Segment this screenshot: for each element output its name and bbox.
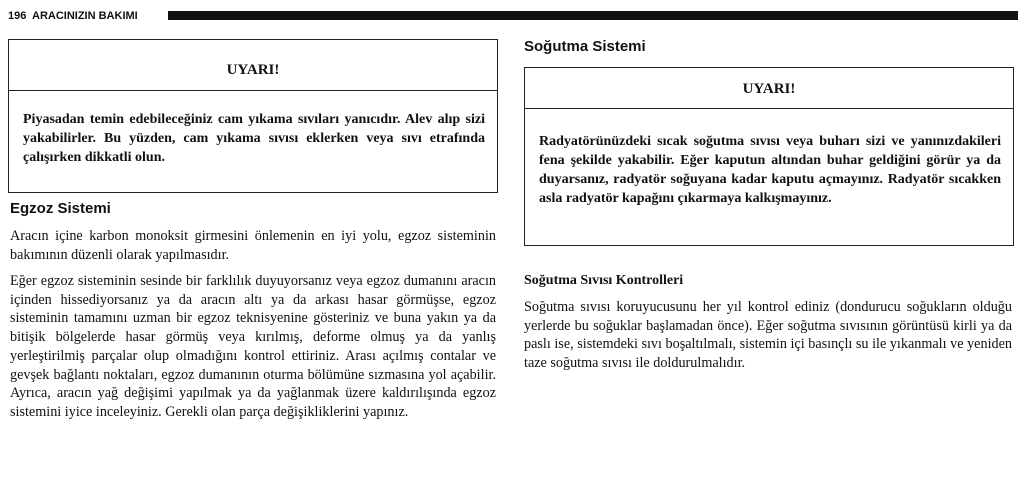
chapter-title: ARACINIZIN BAKIMI [32, 10, 138, 22]
header-rule [168, 11, 1018, 20]
exhaust-paragraph-2: Eğer egzoz sisteminin sesinde bir farklılık duyuyorsanız veya egzoz dumanını aracın içinden hissediyorsanız ya da aracın altı ya da arkası hasar görmüşse, egzoz sisteminin tamamını uzman bir egzoz teknisyenine gösteriniz ve buna yakın ya da bitişik bölgelerde hasar görmüş veya kırılmış, deforme olmuş ya da yanlış yerleştirilmiş parçalar olup olmadığını kontrol ettiriniz. Arası açılmış contalar ve gevşek bağlantı noktaları, egzoz dumanının oturma bölümüne sızmasına yol açabilir. Ayrıca, aracın yağ değişimi yapılmak ya da yağlanmak üzere kaldırılışında egzoz sistemini iyice inceleyiniz. Gerekli olan parça değişikliklerini yapınız. [10, 273, 496, 420]
warning-text: Radyatörünüzdeki sıcak soğutma sıvısı veya buharı sizi ve yanınızdakileri fena şekilde yakabilir. Eğer kaputun altından buhar geldiğini görür ya da duyarsanız, radyatör soğuyana kadar kaputu açmayınız. Radyatör sıcakken asla radyatör kapağını çıkarmaya kalkışmayınız. [539, 134, 1001, 206]
section-title-exhaust: Egzoz Sistemi [10, 200, 111, 217]
warning-divider [525, 108, 1013, 109]
coolant-paragraph-1: Soğutma sıvısı koruyucusunu her yıl kontrol ediniz (dondurucu soğukların olduğu yerlerde bu soğuklar başlamadan önce). Eğer soğutma sıvısının görüntüsü kirli ya da paslı ise, sistemdeki sıvı boşaltılmalı, sistemin içi basınçlı su ile yıkanmalı ve yeniden taze soğutma sıvısı ile doldurulmalıdır. [524, 299, 1012, 372]
section-title-cooling: Soğutma Sistemi [524, 38, 646, 55]
warning-title: UYARI! [226, 62, 280, 78]
exhaust-paragraph-1: Aracın içine karbon monoksit girmesini önlemenin en iyi yolu, egzoz sisteminin bakımının düzenli olarak yapılmasıdır. [10, 228, 496, 263]
page-number: 196 [8, 10, 27, 22]
warning-divider [9, 90, 497, 91]
warning-title: UYARI! [742, 81, 796, 97]
washer-fluid-warning-box [8, 39, 498, 193]
cooling-warning-box [524, 67, 1014, 246]
page-header [8, 8, 1018, 24]
warning-text: Piyasadan temin edebileceğiniz cam yıkama sıvıları yanıcıdır. Alev alıp sizi yakabilirler. Bu yüzden, cam yıkama sıvısı eklerken veya sıvı etrafında çalışırken dikkatli olun. [23, 112, 485, 165]
subsection-title-coolant-checks: Soğutma Sıvısı Kontrolleri [524, 273, 684, 288]
